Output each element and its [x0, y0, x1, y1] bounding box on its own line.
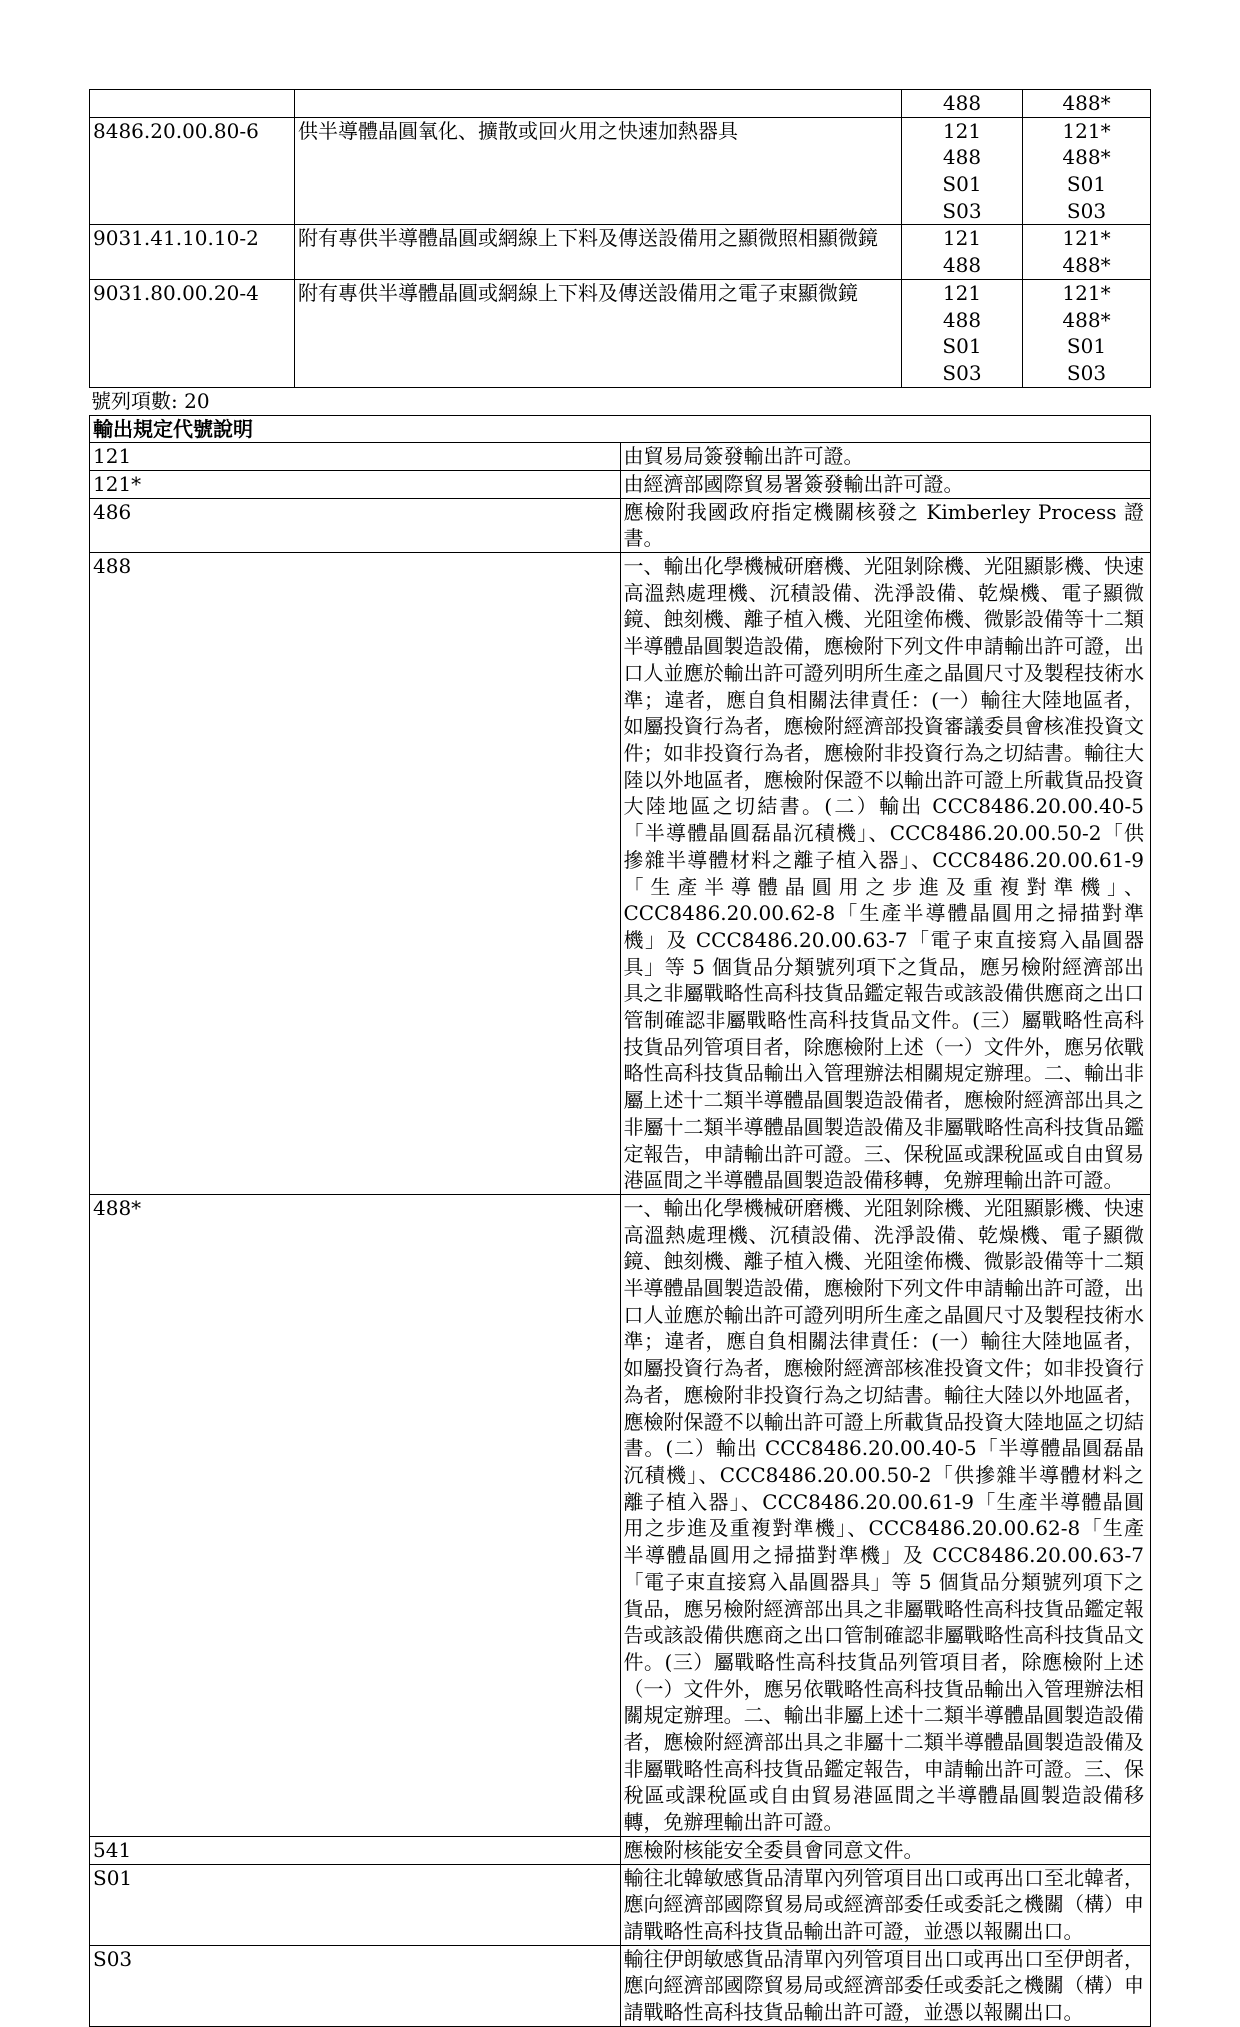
table-row: [90, 498, 1151, 552]
regulation-description: 應檢附核能安全委員會同意文件。: [620, 1836, 1151, 1864]
regulation-code: 488: [942, 91, 982, 115]
table-row: [90, 1194, 1151, 1836]
regulation-code: 541: [90, 1836, 621, 1864]
export-codes: [1023, 279, 1151, 387]
regulation-code: S03: [1066, 360, 1107, 385]
table-row: [90, 470, 1151, 498]
goods-code: 9031.80.00.20-4: [90, 279, 295, 387]
regulation-code: S03: [942, 198, 982, 223]
regulation-code: S01: [90, 1864, 621, 1945]
regulation-code: 121*: [1062, 226, 1111, 251]
regulation-code: 121: [942, 280, 982, 305]
goods-description: 附有專供半導體晶圓或網線上下料及傳送設備用之電子束顯微鏡: [295, 279, 902, 387]
regulation-code: S01: [1066, 334, 1107, 359]
regulation-codes-table: [89, 415, 1151, 2027]
goods-code: 8486.20.00.80-6: [90, 117, 295, 225]
goods-table: [89, 89, 1151, 388]
goods-code: 9031.41.10.10-2: [90, 225, 295, 279]
table-row: [90, 117, 1151, 225]
regulation-code: 488*: [90, 1194, 621, 1836]
regulation-code: 488: [90, 553, 621, 1195]
table-row: [90, 279, 1151, 387]
regulation-code: 121*: [1062, 118, 1111, 143]
regulation-code: 488*: [1062, 253, 1111, 278]
regulation-code: S01: [1066, 172, 1107, 197]
table-row: [90, 1945, 1151, 2026]
regulation-code: S03: [1066, 198, 1107, 223]
regulation-code: 488: [942, 307, 982, 332]
table-header-row: [90, 415, 1151, 443]
regulation-code: 486: [90, 498, 621, 552]
regulation-code: S03: [90, 1945, 621, 2026]
table-row: [90, 1864, 1151, 1945]
regulation-description: 由貿易局簽發輸出許可證。: [620, 443, 1151, 471]
regulation-description: 由經濟部國際貿易署簽發輸出許可證。: [620, 470, 1151, 498]
goods-description: 供半導體晶圓氧化、擴散或回火用之快速加熱器具: [295, 117, 902, 225]
import-codes: [902, 225, 1023, 279]
regulation-code: 488: [942, 253, 982, 278]
regulation-code: 121*: [90, 470, 621, 498]
document-page: [89, 89, 1151, 2027]
table-row: [90, 553, 1151, 1195]
item-count: 號列項數: 20: [91, 388, 210, 413]
export-codes: [1023, 225, 1151, 279]
regulation-description: 一、輸出化學機械研磨機、光阻剝除機、光阻顯影機、快速高溫熱處理機、沉積設備、洗淨設備、乾燥機、電子顯微鏡、蝕刻機、離子植入機、光阻塗佈機、微影設備等十二類半導體晶圓製造設備，應檢附下列文件申請輸出許可證，出口人並應於輸出許可證列明所生產之晶圓尺寸及製程技術水準；違者，應自負相關法律責任：(一）輸往大陸地區者，如屬投資行為者，應檢附經濟部核准投資文件；如非投資行為者，應檢附非投資行為之切結書。輸往大陸以外地區者，應檢附保證不以輸出許可證上所載貨品投資大陸地區之切結書。(二）輸出 CCC8486.20.00.40-5「半導體晶圓磊晶沉積機」、CCC8486.20.00.50-2「供摻雜半導體材料之離子植入器」、CCC8486.20.00.61-9「生產半導體晶圓用之步進及重複對準機」、CCC8486.20.00.62-8「生產半導體晶圓用之掃描對準機」及 CCC8486.20.00.63-7「電子束直接寫入晶圓器具」等 5 個貨品分類號列項下之貨品，應另檢附經濟部出具之非屬戰略性高科技貨品鑑定報告或該設備供應商之出口管制確認非屬戰略性高科技貨品文件。(三）屬戰略性高科技貨品列管項目者，除應檢附上述（一）文件外，應另依戰略性高科技貨品輸出入管理辦法相關規定辦理。二、輸出非屬上述十二類半導體晶圓製造設備者，應檢附經濟部出具之非屬十二類半導體晶圓製造設備及非屬戰略性高科技貨品鑑定報告，申請輸出許可證。三、保稅區或課稅區或自由貿易港區間之半導體晶圓製造設備移轉，免辦理輸出許可證。: [620, 1194, 1151, 1836]
regulation-description: 輸往伊朗敏感貨品清單內列管項目出口或再出口至伊朗者，應向經濟部國際貿易局或經濟部委任或委託之機關（構）申請戰略性高科技貨品輸出許可證，並憑以報關出口。: [620, 1945, 1151, 2026]
import-codes: [902, 279, 1023, 387]
goods-code: [90, 90, 295, 118]
goods-description: 附有專供半導體晶圓或網線上下料及傳送設備用之顯微照相顯微鏡: [295, 225, 902, 279]
regulation-code: S01: [942, 172, 982, 197]
regulation-code: 488: [942, 145, 982, 170]
regulation-code: 121: [942, 118, 982, 143]
regulation-description: 一、輸出化學機械研磨機、光阻剝除機、光阻顯影機、快速高溫熱處理機、沉積設備、洗淨設備、乾燥機、電子顯微鏡、蝕刻機、離子植入機、光阻塗佈機、微影設備等十二類半導體晶圓製造設備，應檢附下列文件申請輸出許可證，出口人並應於輸出許可證列明所生產之晶圓尺寸及製程技術水準；違者，應自負相關法律責任：(一）輸往大陸地區者，如屬投資行為者，應檢附經濟部投資審議委員會核准投資文件；如非投資行為者，應檢附非投資行為之切結書。輸往大陸以外地區者，應檢附保證不以輸出許可證上所載貨品投資大陸地區之切結書。(二）輸出 CCC8486.20.00.40-5「半導體晶圓磊晶沉積機」、CCC8486.20.00.50-2「供摻雜半導體材料之離子植入器」、CCC8486.20.00.61-9「生產半導體晶圓用之步進及重複對準機」、CCC8486.20.00.62-8「生產半導體晶圓用之掃描對準機」及 CCC8486.20.00.63-7「電子束直接寫入晶圓器具」等 5 個貨品分類號列項下之貨品，應另檢附經濟部出具之非屬戰略性高科技貨品鑑定報告或該設備供應商之出口管制確認非屬戰略性高科技貨品文件。(三）屬戰略性高科技貨品列管項目者，除應檢附上述（一）文件外，應另依戰略性高科技貨品輸出入管理辦法相關規定辦理。二、輸出非屬上述十二類半導體晶圓製造設備者，應檢附經濟部出具之非屬十二類半導體晶圓製造設備及非屬戰略性高科技貨品鑑定報告，申請輸出許可證。三、保稅區或課稅區或自由貿易港區間之半導體晶圓製造設備移轉，免辦理輸出許可證。: [620, 553, 1151, 1195]
regulation-code: 488*: [1062, 145, 1111, 170]
table-row: [90, 90, 1151, 118]
regulation-table-title: 輸出規定代號說明: [90, 415, 1151, 443]
table-row: [90, 1836, 1151, 1864]
regulation-code: 488*: [1062, 307, 1111, 332]
regulation-code: 488*: [1062, 91, 1111, 115]
regulation-code: S03: [942, 360, 982, 385]
goods-description: [295, 90, 902, 118]
import-codes: [902, 117, 1023, 225]
regulation-code: 121*: [1062, 280, 1111, 305]
regulation-code: 121: [942, 226, 982, 251]
regulation-description: 應檢附我國政府指定機關核發之 Kimberley Process 證書。: [620, 498, 1151, 552]
regulation-code: 121: [90, 443, 621, 471]
table-row: [90, 225, 1151, 279]
regulation-description: 輸往北韓敏感貨品清單內列管項目出口或再出口至北韓者，應向經濟部國際貿易局或經濟部委任或委託之機關（構）申請戰略性高科技貨品輸出許可證，並憑以報關出口。: [620, 1864, 1151, 1945]
import-codes: [902, 90, 1023, 118]
export-codes: [1023, 117, 1151, 225]
export-codes: [1023, 90, 1151, 118]
table-row: [90, 443, 1151, 471]
regulation-code: S01: [942, 334, 982, 359]
